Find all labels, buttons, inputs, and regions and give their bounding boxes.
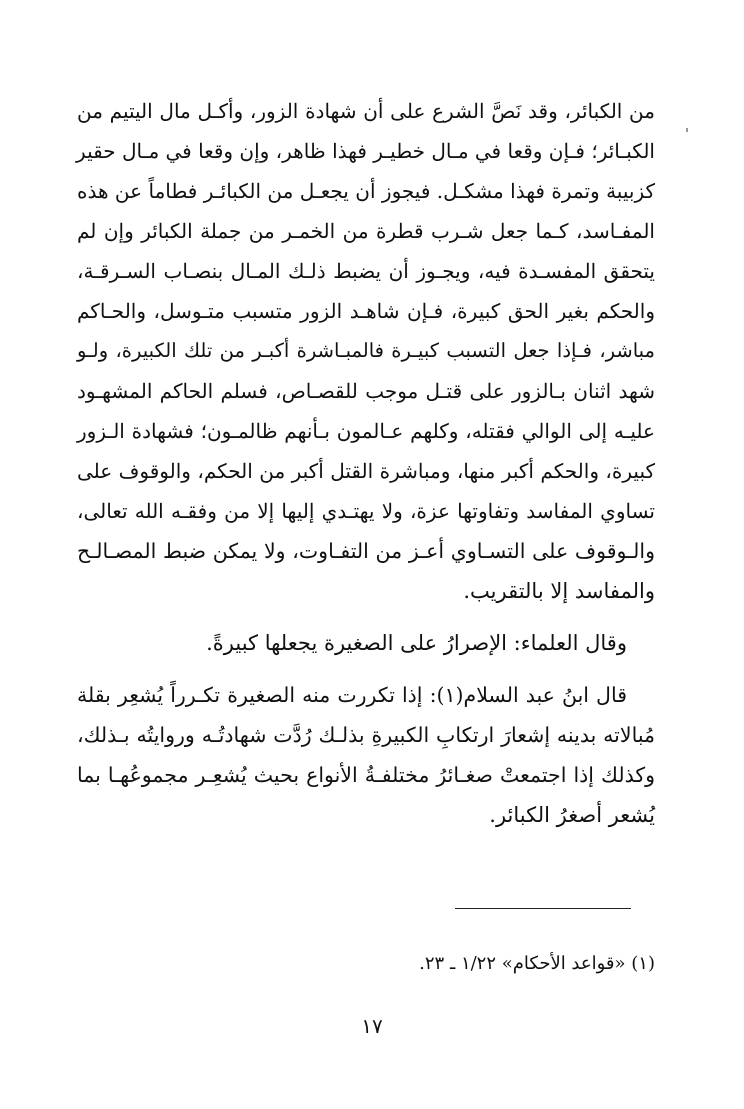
text-line: عليـه إلى الوالي فقتله، وكلهم عـالمون بـأنهم ظالمـون؛ فشهادة الـزور <box>77 419 655 443</box>
text-line: كبيرة، والحكم أكبر منها، ومباشرة القتل أكبر من الحكم، والوقوف على <box>77 459 655 483</box>
text-line: تساوي المفاسد وتفاوتها عزة، ولا يهتـدي إليها إلا من وفقـه الله تعالى، <box>77 499 655 523</box>
text-line: يتحقق المفسـدة فيه، ويجـوز أن يضبط ذلـك المـال بنصـاب السـرقـة، <box>77 259 655 283</box>
text-line: الكبـائر؛ فـإن وقعا في مـال خطيـر فهذا ظاهر، وإن وقعا في مـال حقير <box>76 139 655 163</box>
text-line: وكذلك إذا اجتمعتْ صغـائرُ مختلفـةُ الأنواع بحيث يُشعِـر مجموعُهـا بما <box>77 763 655 787</box>
text-line: المفـاسد، كـما جعل شـرب قطرة من الخمـر من جملة الكبائر وإن لم <box>77 219 655 243</box>
text-line: مُبالاته بدينه إشعارَ ارتكابِ الكبيرةِ بذلـك رُدَّت شهادتُـه وروايتُه بـذلك، <box>77 723 655 747</box>
margin-mark <box>686 128 688 132</box>
text-line: قال ابنُ عبد السلام(١): إذا تكررت منه الصغيرة تكـرراً يُشعِر بقلة <box>77 683 627 707</box>
page-number: ١٧ <box>361 1014 383 1038</box>
text-line: والحكم بغير الحق كبيرة، فـإن شاهـد الزور متسبب متـوسل، والحـاكم <box>77 299 655 323</box>
footnote-divider <box>455 908 631 909</box>
text-line: مباشر، فـإذا جعل التسبب كبيـرة فالمبـاشرة أكبـر من تلك الكبيرة، ولـو <box>77 339 655 362</box>
text-line: كزبيبة وتمرة فهذا مشكـل. فيجوز أن يجعـل من الكبائـر فطاماً عن هذه <box>77 179 655 203</box>
text-line: يُشعر أصغرُ الكبائر. <box>489 803 655 827</box>
footnote: (١) «قواعد الأحكام» ١/٢٢ ـ ٢٣. <box>419 953 655 974</box>
text-line: والمفاسد إلا بالتقريب. <box>463 579 655 603</box>
scholars-statement: وقال العلماء: الإصرارُ على الصغيرة يجعلها كبيرةً. <box>206 631 627 655</box>
text-line: من الكبائر، وقد نَصَّ الشرع على أن شهادة الزور، وأكـل مال اليتيم من <box>77 99 655 123</box>
text-line: والـوقوف على التسـاوي أعـز من التفـاوت، ولا يمكن ضبط المصـالـح <box>77 539 655 563</box>
text-line: شهد اثنان بـالزور على قتـل موجب للقصـاص، فسلم الحاكم المشهـود <box>77 379 655 403</box>
